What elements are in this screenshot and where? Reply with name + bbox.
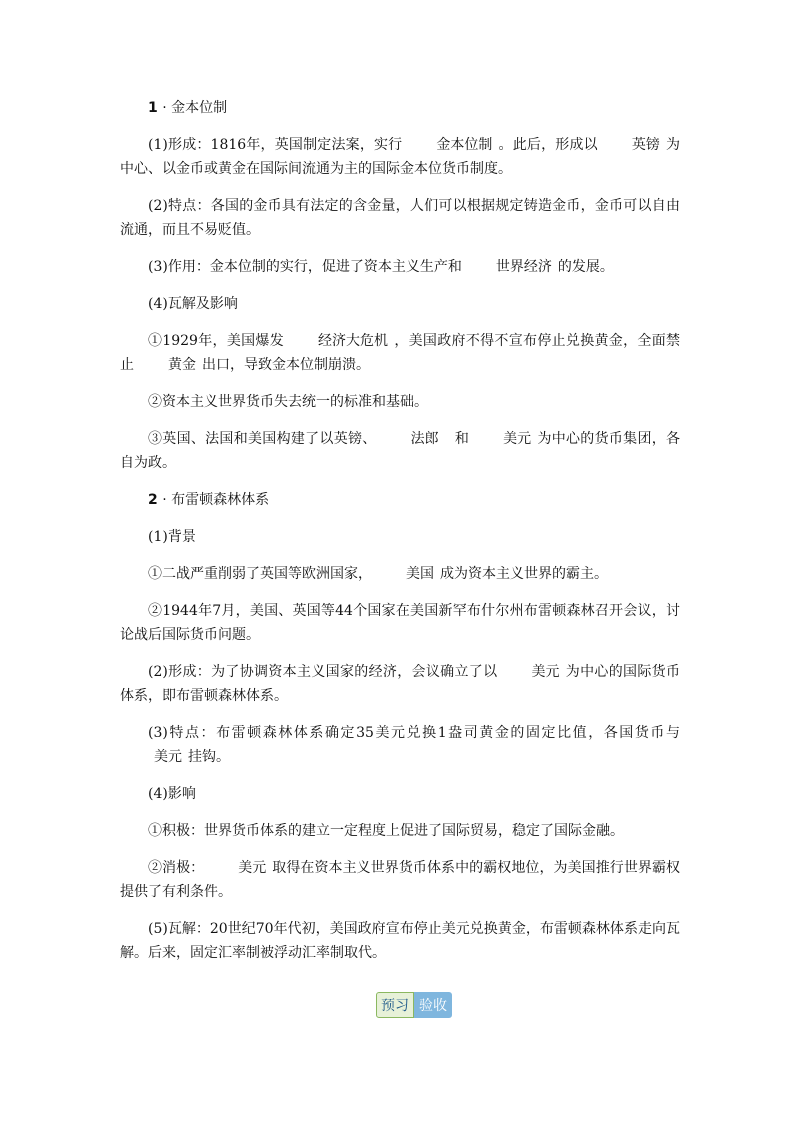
text-run: ③英国、法国和美国构建了以英镑、	[148, 431, 377, 447]
text-run: ②消极：	[148, 860, 205, 876]
text-run: 。此后，形成以	[498, 137, 598, 153]
text-run: 的发展。	[557, 259, 614, 275]
paragraph-subheading-background: (1)背景	[148, 529, 196, 545]
fill-blank-answer: 英镑	[631, 137, 660, 153]
text-run: (1)形成：1816年，英国制定法案，实行	[148, 137, 403, 153]
fill-blank-answer: 美元	[503, 431, 532, 447]
section-title: 布雷顿森林体系	[171, 492, 270, 508]
fill-blank-answer: 法郎	[410, 431, 439, 447]
fill-blank-answer: 美元	[531, 664, 560, 680]
text-run: (2)形成：为了协调资本主义国家的经济，会议确立了以	[148, 664, 498, 680]
section-heading-bretton-woods	[148, 488, 680, 512]
text-run: 取得在资本主义世界货币体系中的霸权地位，为美国推行世界霸权提供了有利条件。	[120, 860, 681, 900]
section-heading-gold-standard	[148, 96, 680, 120]
paragraph-subheading-collapse: (4)瓦解及影响	[148, 296, 238, 312]
text-run: ，美国政府不得不宣布停止兑换黄金，全面禁止	[120, 333, 681, 373]
fill-blank-answer: 美国	[406, 566, 434, 582]
paragraph-features: (2)特点：各国的金币具有法定的含金量，人们可以根据规定铸造金币，金币可以自由流通，而且不易贬值。	[120, 198, 680, 238]
text-run: 挂钩。	[188, 749, 230, 765]
paragraph-impact-negative	[120, 856, 680, 904]
paragraph-collapse-1	[120, 329, 680, 377]
text-run: 为中心的国际货币体系，即布雷顿森林体系。	[120, 664, 680, 704]
paragraph-features-2	[120, 721, 680, 769]
document-body	[120, 96, 680, 978]
paragraph-subheading-impact: (4)影响	[148, 786, 196, 802]
fill-blank-answer: 美元	[238, 860, 267, 876]
paragraph-formation-2	[120, 660, 680, 708]
section-number: 2	[148, 492, 158, 508]
paragraph-background-1	[120, 562, 680, 586]
paragraph-effect	[120, 255, 680, 279]
fill-blank-answer: 美元	[154, 749, 182, 765]
section-separator: ·	[157, 100, 172, 116]
text-run: (3)特点：布雷顿森林体系确定35美元兑换1盎司黄金的固定比值，各国货币与	[148, 725, 680, 741]
text-run: 为中心的货币集团，各自为政。	[120, 431, 681, 471]
paragraph-impact-positive: ①积极：世界货币体系的建立一定程度上促进了国际贸易，稳定了国际金融。	[148, 823, 624, 839]
fill-blank-answer: 世界经济	[495, 259, 552, 275]
paragraph-collapse-2: ②资本主义世界货币失去统一的标准和基础。	[148, 394, 428, 410]
fill-blank-answer: 经济大危机	[318, 333, 389, 349]
paragraph-formation	[120, 133, 680, 181]
section-number: 1	[148, 100, 158, 116]
paragraph-collapse-bretton: (5)瓦解：20世纪70年代初，美国政府宣布停止美元兑换黄金，布雷顿森林体系走向瓦解。后来，固定汇率制被浮动汇率制取代。	[120, 921, 680, 961]
text-run: (3)作用：金本位制的实行，促进了资本主义生产和	[148, 259, 462, 275]
text-run: ①1929年，美国爆发	[148, 333, 285, 349]
fill-blank-answer: 黄金	[168, 357, 196, 373]
preview-check-badge	[376, 992, 452, 1018]
paragraph-background-2: ②1944年7月，美国、英国等44个国家在美国新罕布什尔州布雷顿森林召开会议，讨论战后国际货币问题。	[120, 603, 680, 643]
badge-right-label: 验收	[414, 992, 452, 1018]
fill-blank-answer: 金本位制	[436, 137, 493, 153]
text-run: 出口，导致金本位制崩溃。	[202, 357, 370, 373]
text-run: 成为资本主义世界的霸主。	[440, 566, 608, 582]
section-separator: ·	[157, 492, 172, 508]
section-title: 金本位制	[171, 100, 228, 116]
badge-left-label: 预习	[376, 992, 414, 1018]
paragraph-collapse-3	[120, 427, 680, 475]
text-run: 和	[454, 431, 470, 447]
text-run: ①二战严重削弱了英国等欧洲国家，	[148, 566, 372, 582]
text-run: 为中心、以金币或黄金在国际间流通为主的国际金本位货币制度。	[120, 137, 680, 177]
